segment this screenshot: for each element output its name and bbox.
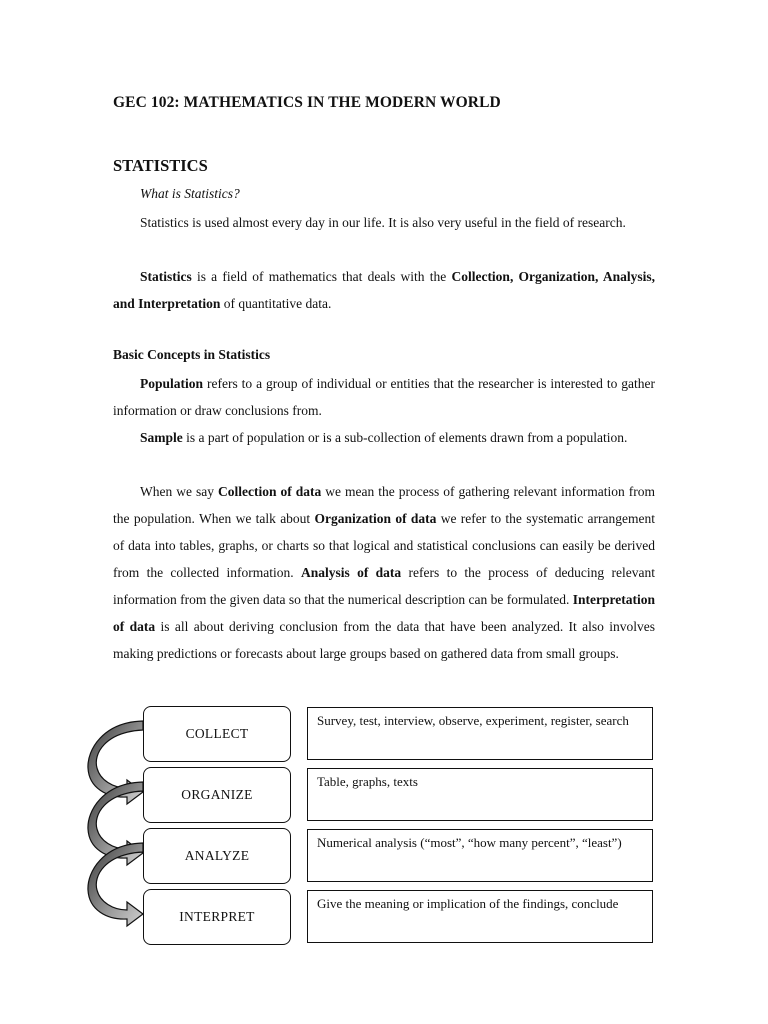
process-text-2: we mean the process of gathering relevant information from the population. When we talk about [113,484,655,526]
paragraph-intro: Statistics is used almost every day in our life. It is also very useful in the field of research. [140,215,626,230]
definition-text-2: of quantitative data. [220,296,332,311]
step-collect: COLLECT [143,706,291,762]
process-text-3: we refer to the systematic arrangement of data into tables, graphs, or charts so that logical and statistical conclusions can easily be derived from the collected information. [113,511,655,580]
definition-text-1: is a field of mathematics that deals with the [191,269,452,284]
step-analyze: ANALYZE [143,828,291,884]
process-text-4: refers to the process of deducing relevant information from the given data so that the numerical description can be formulated. [113,565,655,607]
term-interpretation: Interpretation of data [113,592,655,634]
term-statistics: Statistics [140,269,192,284]
term-sample: Sample [140,430,183,445]
paragraph-sample [113,424,655,451]
paragraph-definition [113,263,655,317]
section-question: What is Statistics? [140,186,240,201]
population-text: refers to a group of individual or entities that the researcher is interested to gather information or draw conclusions from. [113,376,655,418]
step-interpret: INTERPRET [143,889,291,945]
sample-text: is a part of population or is a sub-collection of elements drawn from a population. [182,430,628,445]
section-heading: STATISTICS [113,156,208,175]
concepts-heading: Basic Concepts in Statistics [113,347,271,362]
step-interpret-description: Give the meaning or implication of the findings, conclude [307,890,653,943]
definition-bold-phases: Collection, Organization, Analysis, and Interpretation [113,269,655,311]
step-analyze-description: Numerical analysis (“most”, “how many percent”, “least”) [307,829,653,882]
step-organize-description: Table, graphs, texts [307,768,653,821]
process-text-1: When we say [140,484,218,499]
term-analysis: Analysis of data [300,565,402,580]
term-population: Population [140,376,204,391]
process-text-5: is all about deriving conclusion from the data that have been analyzed. It also involves making predictions or forecasts about large groups based on gathered data from small groups. [113,619,656,661]
term-organization: Organization of data [314,511,437,526]
paragraph-population [113,370,655,424]
step-collect-description: Survey, test, interview, observe, experiment, register, search [307,707,653,760]
step-organize: ORGANIZE [143,767,291,823]
term-collection: Collection of data [218,484,322,499]
course-title: GEC 102: MATHEMATICS IN THE MODERN WORLD [113,94,501,111]
paragraph-data-process [113,478,655,667]
